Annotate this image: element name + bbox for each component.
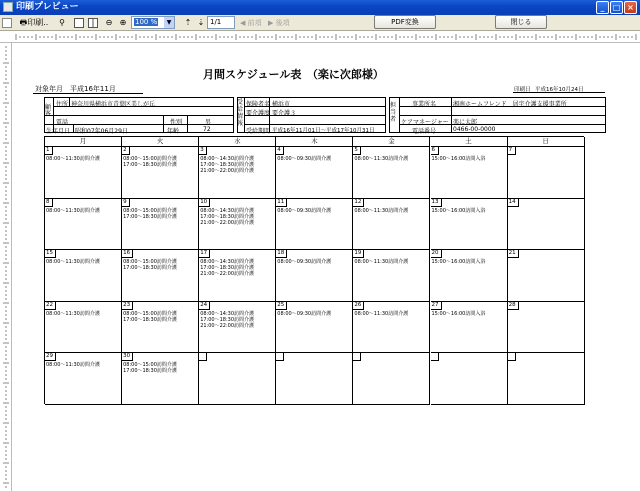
schedule-entry: 21:00〜22:00訪問介護	[200, 271, 255, 277]
weekday-header: 木	[276, 137, 353, 147]
calendar-day-cell[interactable]	[353, 353, 430, 405]
schedule-entry: 17:00〜18:30訪問介護	[200, 316, 255, 323]
calendar-day-cell[interactable]	[199, 353, 276, 405]
monthly-calendar	[44, 136, 584, 404]
day-number: 27	[431, 302, 442, 310]
minimize-button[interactable]: _	[596, 1, 609, 14]
day-number: 8	[45, 199, 53, 207]
schedule-entry: 08:00〜11:30訪問介護	[46, 259, 100, 265]
day-number: 30	[122, 353, 133, 361]
day-number: 19	[353, 250, 364, 258]
schedule-entry: 08:00〜15:00訪問介護	[123, 259, 177, 265]
birth-label: 生年月日	[46, 128, 71, 135]
day-number: 28	[508, 302, 519, 310]
schedule-entry: 08:00〜11:30訪問介護	[354, 156, 409, 162]
day-number: 12	[353, 199, 364, 207]
print-button[interactable]	[17, 16, 51, 30]
calendar-day-cell[interactable]	[122, 302, 199, 354]
weekday-header: 土	[431, 137, 508, 147]
day-number: 20	[431, 250, 442, 258]
day-number: 16	[122, 250, 133, 258]
calendar-day-cell[interactable]	[353, 199, 430, 251]
calendar-day-cell[interactable]	[45, 199, 122, 251]
address-value: 神奈川県横浜市青葉区美しが丘	[71, 101, 156, 108]
zoom-out-icon[interactable]: ⊖	[105, 18, 113, 27]
schedule-entry: 17:00〜18:30訪問介護	[123, 316, 177, 323]
next-page-icon[interactable]: ⇣	[197, 18, 205, 27]
schedule-entry: 17:00〜18:30訪問介護	[123, 213, 177, 220]
next-label: 後項	[275, 19, 290, 27]
divider	[244, 124, 386, 125]
calendar-day-cell[interactable]	[45, 302, 122, 354]
schedule-entry: 08:00〜09:30訪問介護	[277, 310, 332, 317]
single-page-icon[interactable]	[74, 18, 84, 28]
day-number: 25	[276, 302, 287, 310]
schedule-entry: 08:00〜14:30訪問介護	[200, 156, 255, 162]
day-number: 7	[508, 147, 516, 155]
divider	[399, 115, 606, 116]
day-number: 15	[45, 250, 56, 258]
calendar-day-cell[interactable]	[45, 353, 122, 405]
multi-page-icon[interactable]	[88, 18, 98, 28]
birth-value: 昭和07年06月29日	[75, 128, 128, 135]
calendar-day-cell[interactable]	[276, 147, 353, 199]
schedule-entry: 08:00〜15:00訪問介護	[123, 362, 177, 368]
calendar-day-cell[interactable]	[199, 250, 276, 302]
calendar-day-cell[interactable]	[199, 302, 276, 354]
day-number: 23	[122, 302, 133, 310]
day-number	[508, 353, 516, 361]
weekday-header: 金	[353, 137, 430, 147]
day-number: 11	[276, 199, 287, 207]
schedule-entry: 17:00〜18:30訪問介護	[200, 162, 255, 168]
day-number: 5	[353, 147, 361, 155]
office-tel-value: 0466-00-0000	[453, 126, 496, 133]
day-number: 17	[199, 250, 210, 258]
day-number: 13	[431, 199, 442, 207]
calendar-day-cell[interactable]	[353, 302, 430, 354]
schedule-entry: 15:00〜16:00訪問入浴	[431, 207, 486, 214]
calendar-day-cell[interactable]	[276, 199, 353, 251]
schedule-entry: 08:00〜11:30訪問介護	[354, 310, 409, 317]
calendar-day-cell[interactable]	[45, 147, 122, 199]
day-number: 14	[508, 199, 519, 207]
divider	[73, 124, 74, 133]
day-number: 6	[431, 147, 439, 155]
schedule-entry: 08:00〜09:30訪問介護	[277, 156, 332, 162]
day-number: 18	[276, 250, 287, 258]
zoom-select[interactable]	[131, 16, 175, 29]
weekday-header: 日	[508, 137, 585, 147]
age-value: 72	[203, 126, 211, 133]
close-window-button[interactable]: ×	[624, 1, 637, 14]
day-number: 4	[276, 147, 284, 155]
pdf-convert-button[interactable]: PDF変換	[374, 15, 436, 29]
day-number: 2	[122, 147, 130, 155]
weekday-header: 火	[122, 137, 199, 147]
schedule-entry: 08:00〜11:30訪問介護	[46, 310, 100, 317]
office-value: 湘南ホームフレンド 居宅介護支援事業所	[453, 101, 567, 108]
vertical-ruler[interactable]	[0, 43, 12, 491]
client-side-label: 顧客	[45, 104, 52, 117]
schedule-entry: 21:00〜22:00訪問介護	[200, 168, 255, 174]
schedule-entry: 15:00〜16:00訪問入浴	[431, 156, 486, 162]
back-arrow-icon: ◀	[240, 19, 246, 27]
calendar-day-cell[interactable]	[122, 147, 199, 199]
print-label: 印刷..	[27, 18, 49, 27]
calendar-day-cell[interactable]	[431, 250, 508, 302]
target-month-value: 平成16年11月	[70, 85, 116, 93]
schedule-entry: 21:00〜22:00訪問介護	[200, 322, 255, 329]
weekday-header: 水	[199, 137, 276, 147]
calendar-day-cell[interactable]	[508, 353, 585, 405]
insurer-label: 保険者名	[246, 101, 271, 108]
schedule-entry: 21:00〜22:00訪問介護	[200, 219, 255, 226]
day-number: 29	[45, 353, 56, 361]
close-button[interactable]: 閉じる	[495, 15, 547, 29]
schedule-entry: 08:00〜14:30訪問介護	[200, 207, 255, 214]
calendar-day-cell[interactable]	[431, 302, 508, 354]
care-level-value: 要介護３	[272, 110, 297, 117]
horizontal-ruler[interactable]	[0, 31, 640, 43]
next-button[interactable]	[268, 17, 290, 29]
calendar-day-cell[interactable]	[508, 250, 585, 302]
schedule-entry: 17:00〜18:30訪問介護	[123, 368, 177, 374]
schedule-entry: 08:00〜11:30訪問介護	[354, 207, 409, 214]
calendar-day-cell[interactable]	[122, 250, 199, 302]
day-number: 1	[45, 147, 53, 155]
office-label: 事業所名	[412, 101, 437, 108]
day-number: 26	[353, 302, 364, 310]
calendar-day-cell[interactable]	[45, 250, 122, 302]
day-number: 24	[199, 302, 210, 310]
schedule-entry: 17:00〜18:30訪問介護	[123, 162, 177, 168]
schedule-entry: 08:00〜14:30訪問介護	[200, 259, 255, 265]
insurance-side-label: 受給情報	[237, 99, 244, 127]
divider	[187, 115, 188, 133]
age-label: 年齢	[167, 128, 180, 135]
calendar-day-cell[interactable]	[508, 199, 585, 251]
weekday-header: 月	[45, 137, 122, 147]
report-title: 月間スケジュール表 （楽に次郎様）	[203, 68, 384, 81]
page-setup-icon[interactable]	[2, 18, 12, 28]
insurer-value: 横浜市	[272, 101, 291, 108]
divider	[451, 97, 452, 133]
divider	[44, 115, 234, 116]
schedule-entry: 08:00〜15:00訪問介護	[123, 156, 177, 162]
manager-value: 楽に太郎	[453, 119, 478, 126]
print-date-label: 印刷日	[514, 87, 531, 93]
forward-arrow-icon: ▶	[268, 19, 274, 27]
day-number: 3	[199, 147, 207, 155]
gender-label: 性別	[170, 119, 183, 126]
calendar-day-cell[interactable]	[276, 353, 353, 405]
calendar-day-cell[interactable]	[508, 302, 585, 354]
calendar-day-cell[interactable]	[199, 199, 276, 251]
calendar-day-cell[interactable]	[431, 353, 508, 405]
office-tel-label: 電話番号	[412, 128, 437, 135]
zoom-value: 100 %	[135, 18, 158, 26]
schedule-entry: 08:00〜15:00訪問介護	[123, 207, 177, 214]
schedule-entry: 08:00〜11:30訪問介護	[354, 259, 409, 265]
toolbar	[0, 15, 640, 31]
office-side-label: 担当者	[390, 102, 397, 123]
day-number: 22	[45, 302, 56, 310]
day-number: 9	[122, 199, 130, 207]
find-icon[interactable]: ⚲	[59, 18, 65, 27]
schedule-entry: 17:00〜18:30訪問介護	[200, 265, 255, 271]
period-value: 平成16年11月01日〜平成17年10月31日	[272, 128, 375, 134]
calendar-day-cell[interactable]	[199, 147, 276, 199]
previous-page-icon[interactable]: ⇡	[184, 18, 192, 27]
day-number	[199, 353, 207, 361]
schedule-entry: 08:00〜11:30訪問介護	[46, 207, 100, 214]
printer-icon: 🖶	[19, 18, 28, 27]
divider	[513, 92, 605, 93]
target-month-label: 対象年月	[35, 85, 63, 93]
calendar-day-cell[interactable]	[276, 302, 353, 354]
day-number: 21	[508, 250, 519, 258]
schedule-entry: 15:00〜16:00訪問入浴	[431, 310, 486, 317]
schedule-entry: 17:00〜18:30訪問介護	[200, 213, 255, 220]
day-number: 10	[199, 199, 210, 207]
zoom-in-icon[interactable]: ⊕	[119, 18, 127, 27]
period-label: 受給期間	[246, 128, 271, 135]
manager-label: ケアマネージャー	[401, 119, 449, 126]
page-input[interactable]: 1/1	[207, 16, 235, 29]
window-title: 印刷プレビュー	[16, 2, 79, 12]
care-level-label: 要介護度	[246, 110, 271, 117]
address-label: 住所	[56, 101, 69, 108]
calendar-day-cell[interactable]	[122, 199, 199, 251]
schedule-entry: 08:00〜09:30訪問介護	[277, 259, 332, 265]
schedule-entry: 08:00〜15:00訪問介護	[123, 310, 177, 317]
calendar-day-cell[interactable]	[431, 199, 508, 251]
calendar-day-cell[interactable]	[276, 250, 353, 302]
calendar-day-cell[interactable]	[431, 147, 508, 199]
prev-button[interactable]	[240, 17, 262, 29]
schedule-entry: 17:00〜18:30訪問介護	[123, 265, 177, 271]
chevron-down-icon[interactable]: ▼	[164, 17, 174, 28]
day-number	[431, 353, 439, 361]
report-page	[15, 46, 635, 486]
divider	[69, 97, 70, 106]
calendar-day-cell[interactable]	[353, 147, 430, 199]
title-bar	[0, 0, 640, 15]
prev-label: 前項	[247, 19, 262, 27]
schedule-entry: 08:00〜14:30訪問介護	[200, 310, 255, 317]
calendar-day-cell[interactable]	[508, 147, 585, 199]
day-number	[276, 353, 284, 361]
print-date-value: 平成16年10月24日	[535, 87, 584, 93]
gender-value: 男	[205, 119, 212, 126]
app-icon	[3, 2, 13, 12]
schedule-entry: 08:00〜09:30訪問介護	[277, 207, 332, 214]
phone-label: 電話	[56, 119, 69, 126]
maximize-button[interactable]: □	[610, 1, 623, 14]
schedule-entry: 15:00〜16:00訪問入浴	[431, 259, 486, 265]
day-number	[353, 353, 361, 361]
calendar-day-cell[interactable]	[122, 353, 199, 405]
calendar-day-cell[interactable]	[353, 250, 430, 302]
divider	[163, 115, 164, 133]
schedule-entry: 08:00〜11:30訪問介護	[46, 362, 100, 368]
schedule-entry: 08:00〜11:30訪問介護	[46, 156, 100, 162]
divider	[33, 93, 143, 94]
